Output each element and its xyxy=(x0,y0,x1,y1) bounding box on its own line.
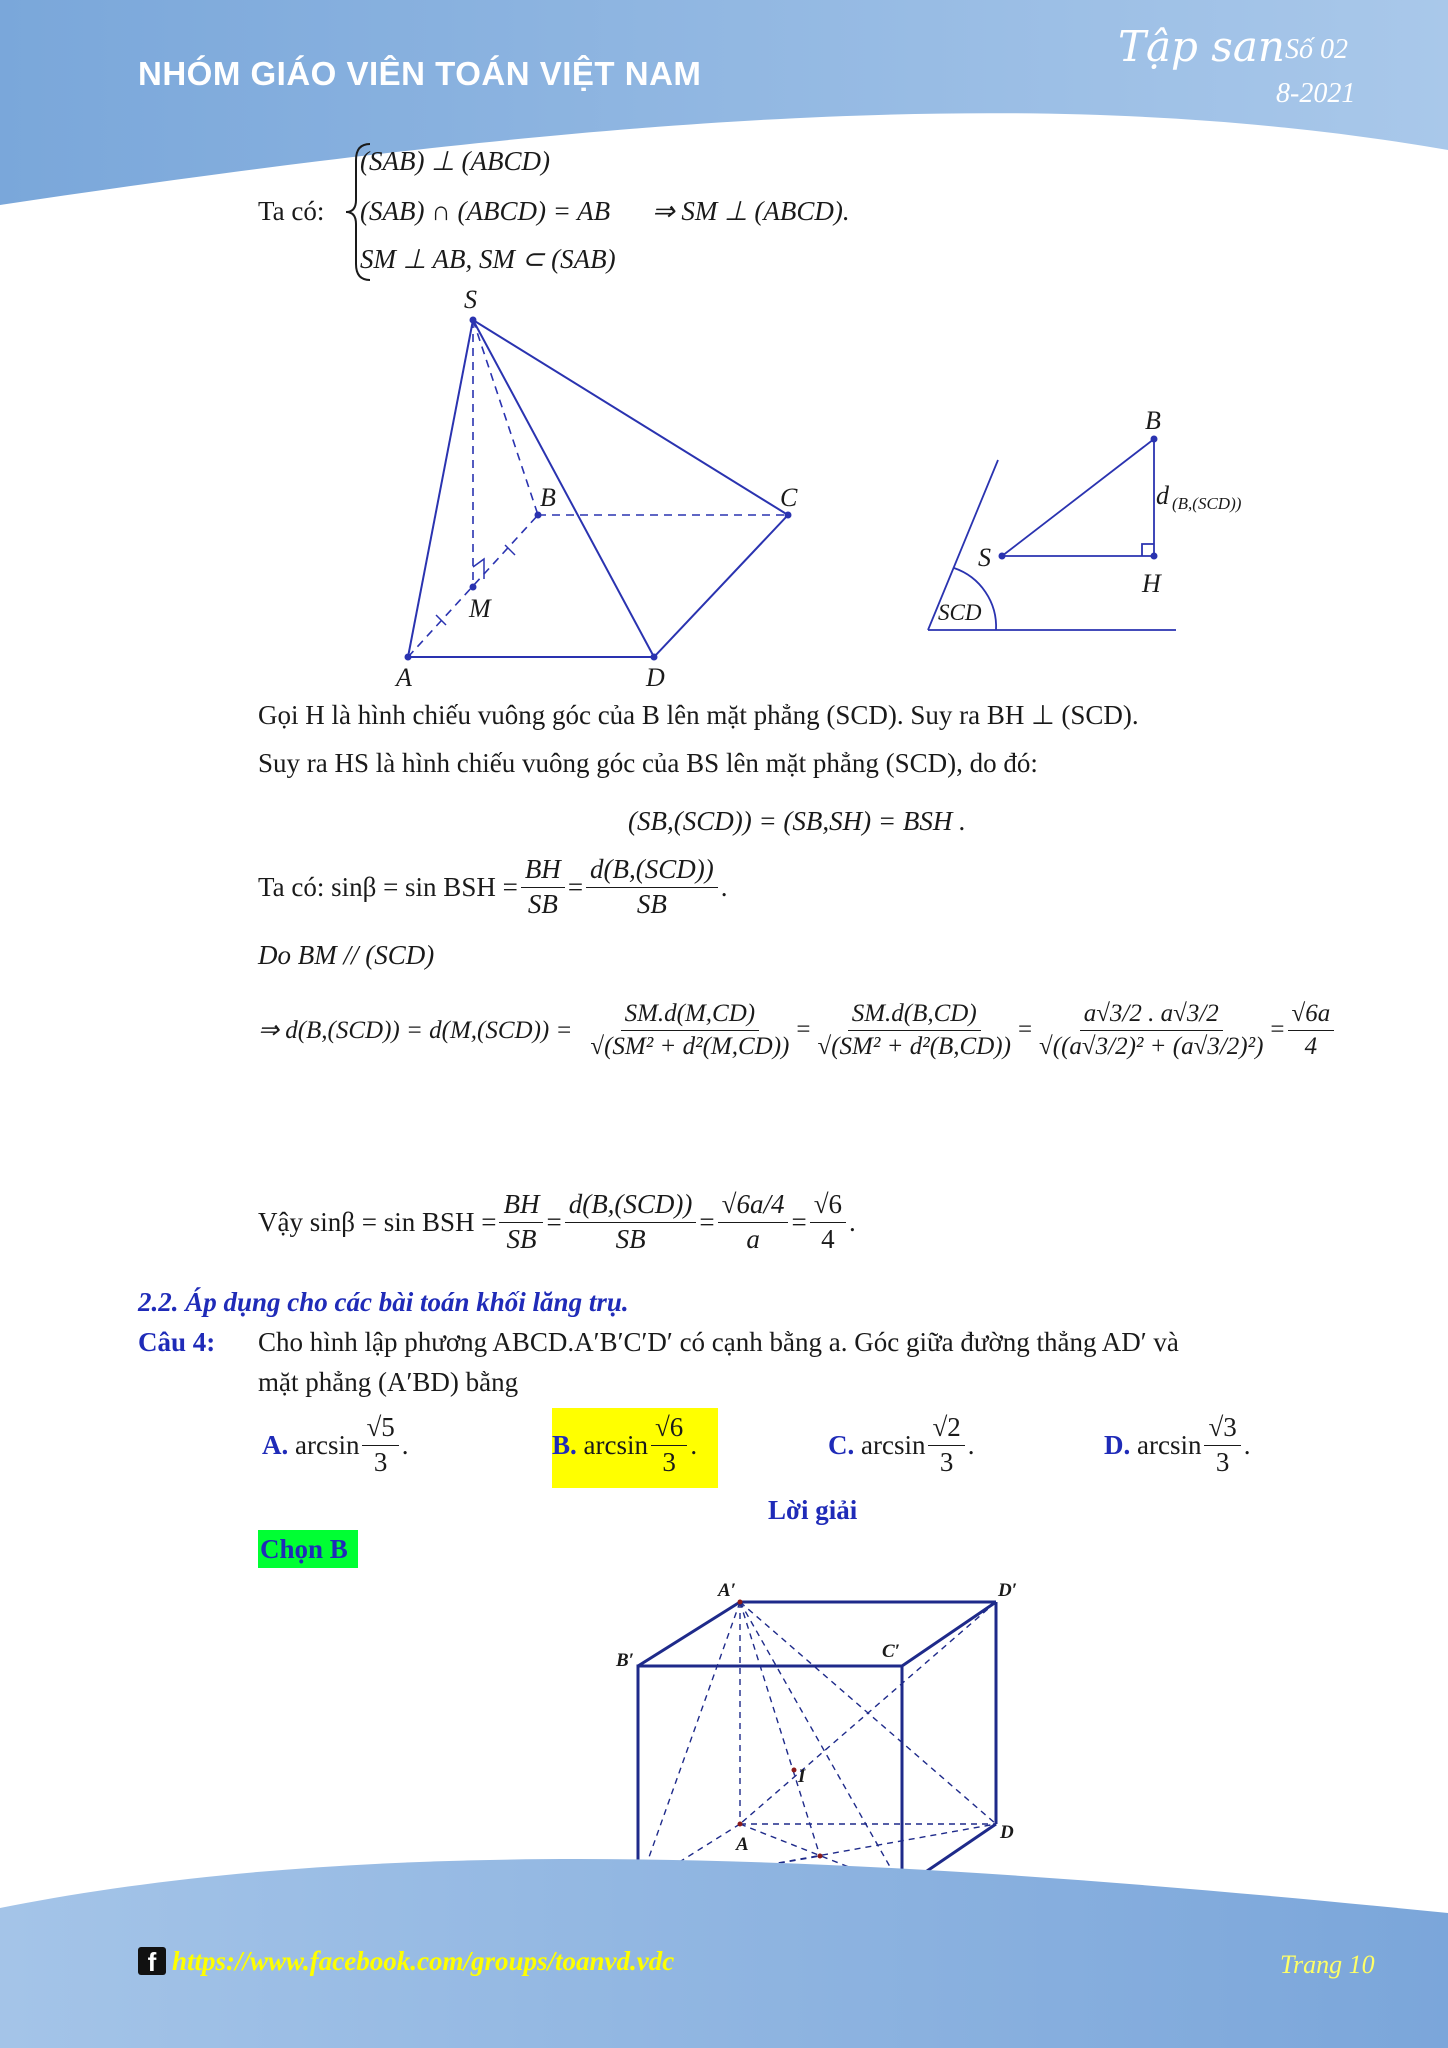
facebook-group-link[interactable]: https://www.facebook.com/groups/toanvd.vdc xyxy=(172,1946,675,1976)
angle-equation: (SB,(SCD)) = (SB,SH) = BSH . xyxy=(628,806,966,836)
text-goi-h: Gọi H là hình chiếu vuông góc của B lên mặt phẳng (SCD). Suy ra BH ⊥ (SCD). xyxy=(258,700,1139,730)
vay-frac-3: $\frac{√6a/4}{a}$ xyxy=(718,1190,789,1254)
group-name: NHÓM GIÁO VIÊN TOÁN VIỆT NAM xyxy=(138,55,702,92)
frac-d-sb: $\frac{\text{d(B,(SCD))}}{SB}$ xyxy=(586,855,718,919)
chosen-answer: Chọn B xyxy=(260,1534,348,1564)
text-suy-ra: Suy ra HS là hình chiếu vuông góc của BS lên mặt phẳng (SCD), do đó: xyxy=(258,748,1038,778)
distance-equation: ⇒ d(B,(SCD)) = d(M,(SCD)) = $\frac{SM.d(M,CD)}{\text{√(SM² + d²(M,CD))}}$ = $\frac{SM.d(B,CD)}{\text{√(SM² + d²(B,CD))}}$ = $\frac{a√3/2 . a√3/2}{\text{√((a√3/2)² + (a√3/2)²)}}$ = $\frac{√6a}{4}$ xyxy=(258,1000,1337,1060)
question-text-2: mặt phẳng (A′BD) bằng xyxy=(258,1367,519,1397)
answer-a[interactable]: A. arcsin $\frac{√5}{3}$ . xyxy=(262,1412,409,1477)
answer-b-frac: $\frac{√6}{3}$ xyxy=(651,1413,687,1477)
section-title: 2.2. Áp dụng cho các bài toán khối lăng trụ. xyxy=(138,1287,629,1317)
cube-label-A1: A′ xyxy=(718,1580,737,1601)
question-label: Câu 4: xyxy=(138,1327,216,1357)
label-M: M xyxy=(469,594,491,623)
pyramid-figure xyxy=(380,285,820,695)
vay-lhs: Vậy sinβ = sin BSH = xyxy=(258,1206,497,1237)
projection-figure xyxy=(920,400,1260,640)
label-B2: B xyxy=(1145,406,1161,435)
do-bm-line: Do BM // (SCD) xyxy=(258,940,435,970)
label-D: D xyxy=(646,663,665,692)
page-number: Trang 10 xyxy=(1280,1950,1375,1979)
facebook-icon: f xyxy=(138,1947,166,1975)
label-B: B xyxy=(540,483,556,512)
cube-label-A: A xyxy=(736,1834,749,1855)
system-result: ⇒ SM ⊥ (ABCD). xyxy=(652,196,850,226)
issue-number: Số 02 xyxy=(1285,34,1348,65)
answer-c[interactable]: C. arcsin $\frac{√2}{3}$ . xyxy=(828,1412,975,1477)
vay-frac-1: $\frac{BH}{SB}$ xyxy=(499,1190,543,1254)
brand-title: Tập san xyxy=(1118,22,1285,71)
dist-frac-2: $\frac{SM.d(B,CD)}{\text{√(SM² + d²(B,CD))}}$ xyxy=(817,1000,1011,1060)
vay-frac-4: $\frac{√6}{4}$ xyxy=(810,1190,846,1254)
dist-frac-3: $\frac{a√3/2 . a√3/2}{\text{√((a√3/2)² + (a√3/2)²)}}$ xyxy=(1039,1000,1264,1060)
cube-label-I: I xyxy=(798,1766,806,1787)
vay-frac-2: $\frac{\text{d(B,(SCD))}}{SB}$ xyxy=(565,1190,697,1254)
label-H: H xyxy=(1142,569,1161,598)
dist-frac-1: $\frac{SM.d(M,CD)}{\text{√(SM² + d²(M,CD))}}$ xyxy=(590,1000,790,1060)
issue-date: 8-2021 xyxy=(1276,78,1356,109)
label-C: C xyxy=(780,483,798,512)
ta-co-label: Ta có: xyxy=(258,196,325,226)
answer-a-frac: $\frac{√5}{3}$ xyxy=(362,1413,398,1477)
solution-title: Lời giải xyxy=(768,1495,858,1525)
sin-lhs: Ta có: sinβ = sin BSH = xyxy=(258,871,518,902)
label-A: A xyxy=(396,663,412,692)
label-d-sub: (B,(SCD)) xyxy=(1172,494,1242,513)
system-line-3: SM ⊥ AB, SM ⊂ (SAB) xyxy=(360,244,616,274)
system-line-2: (SAB) ∩ (ABCD) = AB xyxy=(360,196,611,226)
label-S: S xyxy=(464,285,477,314)
dist-frac-4: $\frac{√6a}{4}$ xyxy=(1288,1000,1335,1060)
label-S2: S xyxy=(978,543,991,572)
answer-d[interactable]: D. arcsin $\frac{√3}{3}$ . xyxy=(1104,1412,1251,1477)
cube-label-C1: C′ xyxy=(882,1641,901,1662)
cube-label-D: D xyxy=(1000,1822,1014,1843)
question-text-1: Cho hình lập phương ABCD.A′B′C′D′ có cạnh bằng a. Góc giữa đường thẳng AD′ và xyxy=(258,1327,1179,1357)
answer-c-frac: $\frac{√2}{3}$ xyxy=(928,1413,964,1477)
answer-d-frac: $\frac{√3}{3}$ xyxy=(1204,1413,1240,1477)
dist-lhs: ⇒ d(B,(SCD)) = d(M,(SCD)) = xyxy=(258,1017,573,1044)
frac-bh-sb: $\frac{BH}{SB}$ xyxy=(521,855,565,919)
label-d: d xyxy=(1156,481,1169,510)
conclusion-equation: Vậy sinβ = sin BSH = $\frac{BH}{SB}$ = $\frac{\text{d(B,(SCD))}}{SB}$ = $\frac{√6a/4}{a}$ = $\frac{√6}{4}$ . xyxy=(258,1189,856,1254)
answer-b[interactable]: B. arcsin $\frac{√6}{3}$ . xyxy=(552,1412,698,1477)
footer-wave xyxy=(0,1818,1448,2048)
cube-label-D1: D′ xyxy=(998,1580,1018,1601)
sin-equation: Ta có: sinβ = sin BSH = $\frac{BH}{SB}$ = $\frac{\text{d(B,(SCD))}}{SB}$ . xyxy=(258,854,728,919)
system-line-1: (SAB) ⊥ (ABCD) xyxy=(360,146,550,176)
label-SCD: SCD xyxy=(938,600,982,625)
cube-label-B1: B′ xyxy=(616,1650,635,1671)
